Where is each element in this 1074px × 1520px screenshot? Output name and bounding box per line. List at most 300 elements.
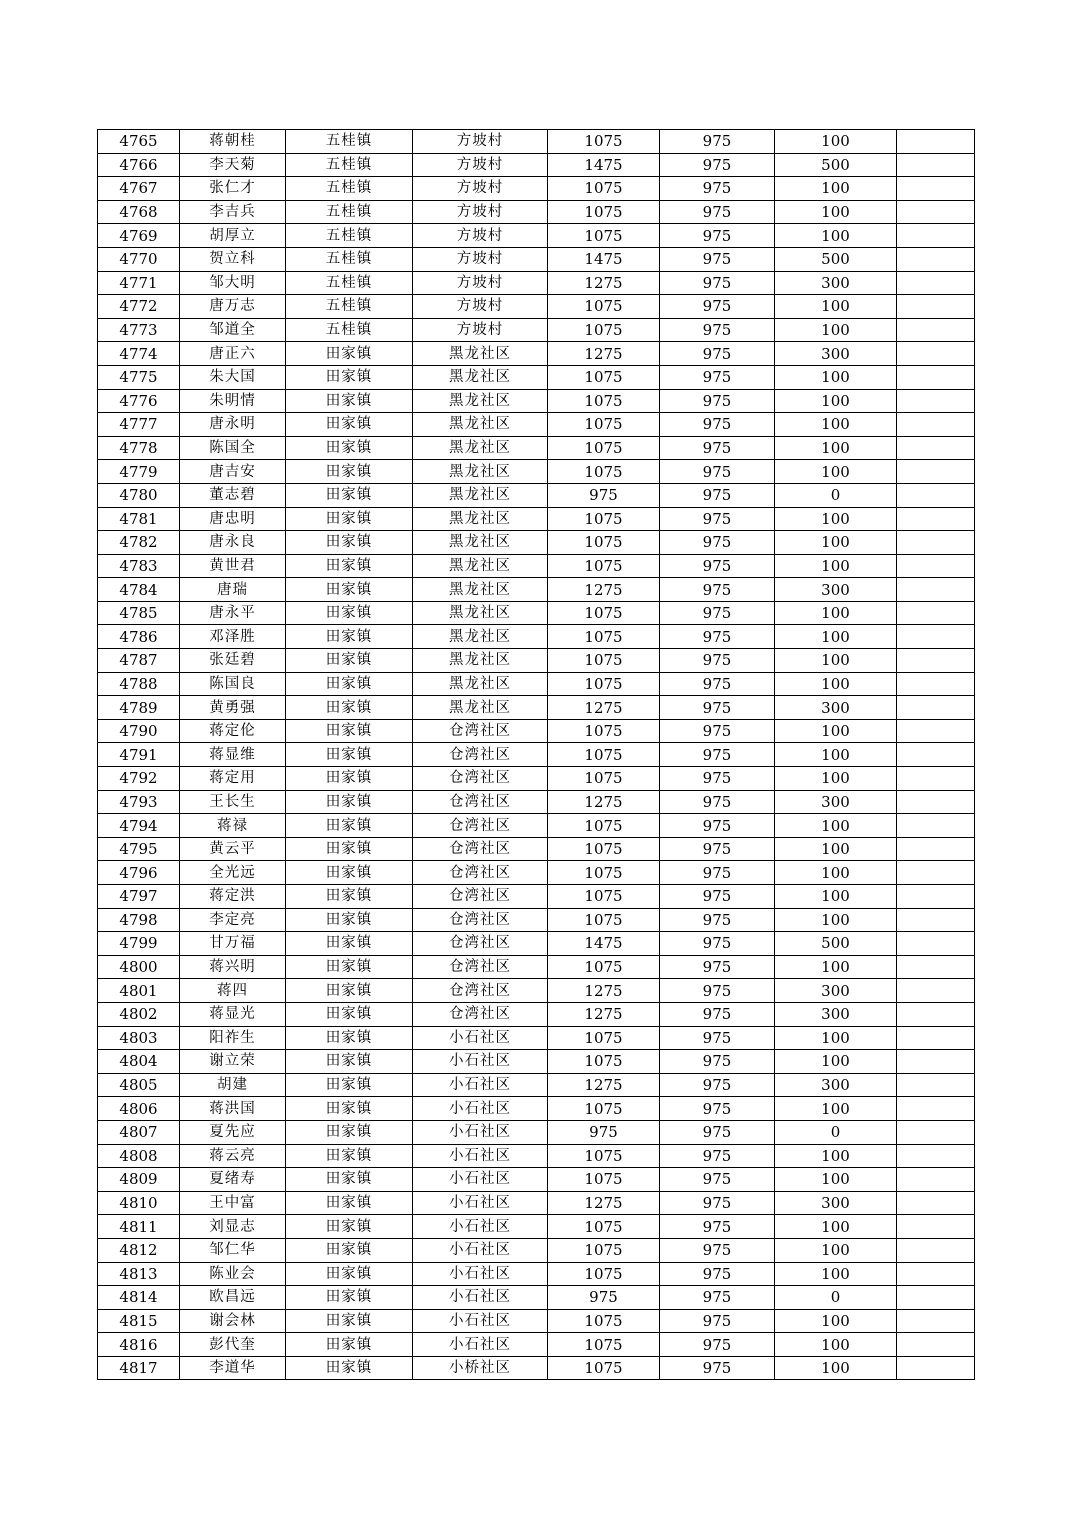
amount-difference-cell: 100 xyxy=(775,955,897,979)
amount-base-cell: 975 xyxy=(660,601,775,625)
amount-difference-cell: 100 xyxy=(775,837,897,861)
table-row xyxy=(98,696,975,720)
amount-difference-cell: 100 xyxy=(775,814,897,838)
village-cell: 黑龙社区 xyxy=(413,649,548,673)
name-cell: 李天菊 xyxy=(180,153,286,177)
town-cell: 田家镇 xyxy=(286,365,413,389)
amount-difference-cell: 300 xyxy=(775,790,897,814)
remark-cell xyxy=(897,885,975,909)
remark-cell xyxy=(897,247,975,271)
amount-difference-cell: 300 xyxy=(775,1002,897,1026)
row-number-cell: 4779 xyxy=(98,460,180,484)
town-cell: 田家镇 xyxy=(286,342,413,366)
table-row xyxy=(98,790,975,814)
amount-base-cell: 975 xyxy=(660,1120,775,1144)
amount-base-cell: 975 xyxy=(660,672,775,696)
amount-base-cell: 975 xyxy=(660,837,775,861)
amount-difference-cell: 100 xyxy=(775,861,897,885)
table-row xyxy=(98,413,975,437)
amount-base-cell: 975 xyxy=(660,224,775,248)
row-number-cell: 4778 xyxy=(98,436,180,460)
amount-base-cell: 975 xyxy=(660,1144,775,1168)
amount-difference-cell: 100 xyxy=(775,413,897,437)
town-cell: 田家镇 xyxy=(286,625,413,649)
village-cell: 仓湾社区 xyxy=(413,790,548,814)
table-row xyxy=(98,271,975,295)
village-cell: 仓湾社区 xyxy=(413,861,548,885)
table-row xyxy=(98,295,975,319)
table-row xyxy=(98,460,975,484)
name-cell: 邹仁华 xyxy=(180,1238,286,1262)
remark-cell xyxy=(897,1026,975,1050)
table-row xyxy=(98,979,975,1003)
amount-total-cell: 1075 xyxy=(548,1144,660,1168)
row-number-cell: 4765 xyxy=(98,130,180,154)
village-cell: 仓湾社区 xyxy=(413,743,548,767)
town-cell: 田家镇 xyxy=(286,554,413,578)
name-cell: 蒋定洪 xyxy=(180,885,286,909)
village-cell: 黑龙社区 xyxy=(413,578,548,602)
name-cell: 黄云平 xyxy=(180,837,286,861)
row-number-cell: 4813 xyxy=(98,1262,180,1286)
amount-base-cell: 975 xyxy=(660,696,775,720)
amount-total-cell: 1075 xyxy=(548,1097,660,1121)
remark-cell xyxy=(897,1356,975,1380)
village-cell: 方坡村 xyxy=(413,295,548,319)
town-cell: 田家镇 xyxy=(286,436,413,460)
amount-base-cell: 975 xyxy=(660,507,775,531)
amount-total-cell: 1075 xyxy=(548,814,660,838)
town-cell: 田家镇 xyxy=(286,531,413,555)
remark-cell xyxy=(897,1238,975,1262)
table-row xyxy=(98,672,975,696)
amount-base-cell: 975 xyxy=(660,861,775,885)
amount-difference-cell: 300 xyxy=(775,1191,897,1215)
amount-base-cell: 975 xyxy=(660,413,775,437)
amount-base-cell: 975 xyxy=(660,767,775,791)
table-row xyxy=(98,1191,975,1215)
amount-total-cell: 1075 xyxy=(548,1356,660,1380)
amount-difference-cell: 500 xyxy=(775,153,897,177)
name-cell: 黄世君 xyxy=(180,554,286,578)
remark-cell xyxy=(897,483,975,507)
town-cell: 田家镇 xyxy=(286,767,413,791)
amount-total-cell: 1275 xyxy=(548,790,660,814)
amount-base-cell: 975 xyxy=(660,554,775,578)
amount-difference-cell: 100 xyxy=(775,200,897,224)
data-table xyxy=(97,129,975,1380)
row-number-cell: 4772 xyxy=(98,295,180,319)
table-row xyxy=(98,153,975,177)
row-number-cell: 4797 xyxy=(98,885,180,909)
amount-base-cell: 975 xyxy=(660,1168,775,1192)
table-row xyxy=(98,507,975,531)
remark-cell xyxy=(897,1120,975,1144)
amount-difference-cell: 300 xyxy=(775,342,897,366)
village-cell: 小石社区 xyxy=(413,1215,548,1239)
table-row xyxy=(98,1097,975,1121)
village-cell: 小石社区 xyxy=(413,1309,548,1333)
amount-total-cell: 1075 xyxy=(548,1238,660,1262)
amount-base-cell: 975 xyxy=(660,743,775,767)
amount-total-cell: 1075 xyxy=(548,885,660,909)
row-number-cell: 4790 xyxy=(98,719,180,743)
table-row xyxy=(98,342,975,366)
town-cell: 田家镇 xyxy=(286,1026,413,1050)
town-cell: 田家镇 xyxy=(286,1120,413,1144)
town-cell: 田家镇 xyxy=(286,1050,413,1074)
amount-total-cell: 1075 xyxy=(548,625,660,649)
amount-total-cell: 1075 xyxy=(548,531,660,555)
village-cell: 黑龙社区 xyxy=(413,413,548,437)
amount-total-cell: 1075 xyxy=(548,177,660,201)
town-cell: 五桂镇 xyxy=(286,130,413,154)
name-cell: 蒋定伦 xyxy=(180,719,286,743)
amount-difference-cell: 100 xyxy=(775,1356,897,1380)
village-cell: 小石社区 xyxy=(413,1333,548,1357)
row-number-cell: 4817 xyxy=(98,1356,180,1380)
row-number-cell: 4775 xyxy=(98,365,180,389)
row-number-cell: 4774 xyxy=(98,342,180,366)
village-cell: 仓湾社区 xyxy=(413,814,548,838)
table-row xyxy=(98,1026,975,1050)
village-cell: 方坡村 xyxy=(413,130,548,154)
row-number-cell: 4784 xyxy=(98,578,180,602)
table-row xyxy=(98,365,975,389)
table-row xyxy=(98,601,975,625)
amount-base-cell: 975 xyxy=(660,271,775,295)
village-cell: 黑龙社区 xyxy=(413,601,548,625)
town-cell: 田家镇 xyxy=(286,1097,413,1121)
amount-total-cell: 1075 xyxy=(548,1333,660,1357)
table-body xyxy=(98,130,975,1380)
town-cell: 田家镇 xyxy=(286,979,413,1003)
amount-total-cell: 1075 xyxy=(548,554,660,578)
name-cell: 全光远 xyxy=(180,861,286,885)
village-cell: 黑龙社区 xyxy=(413,365,548,389)
amount-base-cell: 975 xyxy=(660,932,775,956)
name-cell: 张廷碧 xyxy=(180,649,286,673)
amount-base-cell: 975 xyxy=(660,295,775,319)
town-cell: 五桂镇 xyxy=(286,295,413,319)
name-cell: 唐万志 xyxy=(180,295,286,319)
amount-base-cell: 975 xyxy=(660,908,775,932)
name-cell: 蒋兴明 xyxy=(180,955,286,979)
remark-cell xyxy=(897,1097,975,1121)
remark-cell xyxy=(897,389,975,413)
amount-difference-cell: 100 xyxy=(775,1238,897,1262)
table-row xyxy=(98,130,975,154)
remark-cell xyxy=(897,1002,975,1026)
row-number-cell: 4767 xyxy=(98,177,180,201)
remark-cell xyxy=(897,295,975,319)
amount-total-cell: 1075 xyxy=(548,908,660,932)
remark-cell xyxy=(897,130,975,154)
town-cell: 田家镇 xyxy=(286,483,413,507)
remark-cell xyxy=(897,979,975,1003)
amount-base-cell: 975 xyxy=(660,130,775,154)
amount-difference-cell: 100 xyxy=(775,365,897,389)
village-cell: 仓湾社区 xyxy=(413,837,548,861)
amount-total-cell: 1275 xyxy=(548,979,660,1003)
amount-base-cell: 975 xyxy=(660,1333,775,1357)
town-cell: 田家镇 xyxy=(286,578,413,602)
town-cell: 田家镇 xyxy=(286,932,413,956)
name-cell: 李道华 xyxy=(180,1356,286,1380)
amount-difference-cell: 100 xyxy=(775,1168,897,1192)
row-number-cell: 4811 xyxy=(98,1215,180,1239)
amount-base-cell: 975 xyxy=(660,1002,775,1026)
amount-base-cell: 975 xyxy=(660,625,775,649)
name-cell: 董志碧 xyxy=(180,483,286,507)
table-row xyxy=(98,649,975,673)
amount-total-cell: 975 xyxy=(548,1120,660,1144)
table-row xyxy=(98,1333,975,1357)
amount-difference-cell: 100 xyxy=(775,460,897,484)
amount-total-cell: 1075 xyxy=(548,1215,660,1239)
amount-total-cell: 1475 xyxy=(548,247,660,271)
table-row xyxy=(98,1002,975,1026)
name-cell: 陈国全 xyxy=(180,436,286,460)
row-number-cell: 4792 xyxy=(98,767,180,791)
row-number-cell: 4776 xyxy=(98,389,180,413)
amount-base-cell: 975 xyxy=(660,885,775,909)
amount-total-cell: 1075 xyxy=(548,389,660,413)
name-cell: 唐永明 xyxy=(180,413,286,437)
amount-base-cell: 975 xyxy=(660,1262,775,1286)
town-cell: 田家镇 xyxy=(286,908,413,932)
row-number-cell: 4785 xyxy=(98,601,180,625)
remark-cell xyxy=(897,672,975,696)
amount-difference-cell: 300 xyxy=(775,979,897,1003)
row-number-cell: 4798 xyxy=(98,908,180,932)
amount-base-cell: 975 xyxy=(660,1026,775,1050)
name-cell: 唐永良 xyxy=(180,531,286,555)
amount-total-cell: 1075 xyxy=(548,743,660,767)
amount-base-cell: 975 xyxy=(660,1286,775,1310)
town-cell: 五桂镇 xyxy=(286,271,413,295)
village-cell: 小石社区 xyxy=(413,1144,548,1168)
row-number-cell: 4781 xyxy=(98,507,180,531)
amount-total-cell: 1275 xyxy=(548,342,660,366)
amount-difference-cell: 100 xyxy=(775,1050,897,1074)
name-cell: 王中富 xyxy=(180,1191,286,1215)
name-cell: 夏绪寿 xyxy=(180,1168,286,1192)
amount-base-cell: 975 xyxy=(660,1191,775,1215)
name-cell: 邹道全 xyxy=(180,318,286,342)
row-number-cell: 4768 xyxy=(98,200,180,224)
amount-base-cell: 975 xyxy=(660,1238,775,1262)
remark-cell xyxy=(897,1215,975,1239)
name-cell: 蒋禄 xyxy=(180,814,286,838)
table-row xyxy=(98,389,975,413)
village-cell: 方坡村 xyxy=(413,224,548,248)
table-row xyxy=(98,743,975,767)
amount-base-cell: 975 xyxy=(660,436,775,460)
name-cell: 唐永平 xyxy=(180,601,286,625)
village-cell: 黑龙社区 xyxy=(413,483,548,507)
name-cell: 唐忠明 xyxy=(180,507,286,531)
name-cell: 蒋定用 xyxy=(180,767,286,791)
amount-total-cell: 1275 xyxy=(548,578,660,602)
table-row xyxy=(98,719,975,743)
town-cell: 田家镇 xyxy=(286,1144,413,1168)
town-cell: 田家镇 xyxy=(286,837,413,861)
table-row xyxy=(98,177,975,201)
name-cell: 夏先应 xyxy=(180,1120,286,1144)
town-cell: 田家镇 xyxy=(286,1002,413,1026)
amount-difference-cell: 100 xyxy=(775,908,897,932)
amount-base-cell: 975 xyxy=(660,719,775,743)
village-cell: 小桥社区 xyxy=(413,1356,548,1380)
amount-base-cell: 975 xyxy=(660,955,775,979)
village-cell: 黑龙社区 xyxy=(413,436,548,460)
amount-total-cell: 1075 xyxy=(548,224,660,248)
town-cell: 田家镇 xyxy=(286,1238,413,1262)
table-row xyxy=(98,578,975,602)
town-cell: 五桂镇 xyxy=(286,177,413,201)
remark-cell xyxy=(897,578,975,602)
amount-base-cell: 975 xyxy=(660,1097,775,1121)
town-cell: 田家镇 xyxy=(286,413,413,437)
remark-cell xyxy=(897,837,975,861)
row-number-cell: 4789 xyxy=(98,696,180,720)
table-row xyxy=(98,318,975,342)
town-cell: 田家镇 xyxy=(286,1356,413,1380)
row-number-cell: 4801 xyxy=(98,979,180,1003)
town-cell: 田家镇 xyxy=(286,460,413,484)
amount-total-cell: 1075 xyxy=(548,837,660,861)
row-number-cell: 4787 xyxy=(98,649,180,673)
remark-cell xyxy=(897,1073,975,1097)
name-cell: 谢会林 xyxy=(180,1309,286,1333)
row-number-cell: 4793 xyxy=(98,790,180,814)
remark-cell xyxy=(897,224,975,248)
amount-total-cell: 1075 xyxy=(548,130,660,154)
town-cell: 田家镇 xyxy=(286,790,413,814)
amount-base-cell: 975 xyxy=(660,1309,775,1333)
table-row xyxy=(98,1238,975,1262)
town-cell: 田家镇 xyxy=(286,1309,413,1333)
table-row xyxy=(98,247,975,271)
table-row xyxy=(98,955,975,979)
village-cell: 小石社区 xyxy=(413,1286,548,1310)
row-number-cell: 4782 xyxy=(98,531,180,555)
village-cell: 方坡村 xyxy=(413,200,548,224)
amount-difference-cell: 100 xyxy=(775,1309,897,1333)
name-cell: 胡厚立 xyxy=(180,224,286,248)
row-number-cell: 4791 xyxy=(98,743,180,767)
remark-cell xyxy=(897,649,975,673)
amount-total-cell: 1075 xyxy=(548,507,660,531)
name-cell: 欧昌远 xyxy=(180,1286,286,1310)
remark-cell xyxy=(897,1168,975,1192)
village-cell: 方坡村 xyxy=(413,177,548,201)
remark-cell xyxy=(897,861,975,885)
name-cell: 贺立科 xyxy=(180,247,286,271)
table-row xyxy=(98,767,975,791)
amount-difference-cell: 100 xyxy=(775,554,897,578)
name-cell: 蒋洪国 xyxy=(180,1097,286,1121)
name-cell: 邓泽胜 xyxy=(180,625,286,649)
town-cell: 田家镇 xyxy=(286,885,413,909)
row-number-cell: 4769 xyxy=(98,224,180,248)
row-number-cell: 4803 xyxy=(98,1026,180,1050)
remark-cell xyxy=(897,1144,975,1168)
table-row xyxy=(98,1356,975,1380)
row-number-cell: 4788 xyxy=(98,672,180,696)
town-cell: 田家镇 xyxy=(286,743,413,767)
remark-cell xyxy=(897,932,975,956)
village-cell: 方坡村 xyxy=(413,247,548,271)
town-cell: 田家镇 xyxy=(286,507,413,531)
amount-base-cell: 975 xyxy=(660,247,775,271)
village-cell: 黑龙社区 xyxy=(413,625,548,649)
village-cell: 小石社区 xyxy=(413,1073,548,1097)
remark-cell xyxy=(897,554,975,578)
name-cell: 陈国良 xyxy=(180,672,286,696)
amount-difference-cell: 100 xyxy=(775,531,897,555)
village-cell: 小石社区 xyxy=(413,1168,548,1192)
amount-difference-cell: 300 xyxy=(775,1073,897,1097)
town-cell: 五桂镇 xyxy=(286,318,413,342)
row-number-cell: 4805 xyxy=(98,1073,180,1097)
amount-difference-cell: 100 xyxy=(775,1097,897,1121)
town-cell: 五桂镇 xyxy=(286,200,413,224)
row-number-cell: 4773 xyxy=(98,318,180,342)
town-cell: 田家镇 xyxy=(286,672,413,696)
amount-total-cell: 1075 xyxy=(548,436,660,460)
remark-cell xyxy=(897,507,975,531)
table-row xyxy=(98,224,975,248)
row-number-cell: 4814 xyxy=(98,1286,180,1310)
remark-cell xyxy=(897,767,975,791)
table-row xyxy=(98,1073,975,1097)
name-cell: 李吉兵 xyxy=(180,200,286,224)
name-cell: 黄勇强 xyxy=(180,696,286,720)
amount-difference-cell: 100 xyxy=(775,719,897,743)
amount-total-cell: 1075 xyxy=(548,318,660,342)
remark-cell xyxy=(897,365,975,389)
table-row xyxy=(98,932,975,956)
remark-cell xyxy=(897,318,975,342)
remark-cell xyxy=(897,790,975,814)
village-cell: 黑龙社区 xyxy=(413,507,548,531)
amount-difference-cell: 100 xyxy=(775,1333,897,1357)
town-cell: 田家镇 xyxy=(286,719,413,743)
table-row xyxy=(98,861,975,885)
remark-cell xyxy=(897,1286,975,1310)
amount-total-cell: 1275 xyxy=(548,1002,660,1026)
amount-total-cell: 1075 xyxy=(548,1262,660,1286)
row-number-cell: 4815 xyxy=(98,1309,180,1333)
amount-total-cell: 1075 xyxy=(548,413,660,437)
amount-total-cell: 1075 xyxy=(548,767,660,791)
amount-base-cell: 975 xyxy=(660,342,775,366)
village-cell: 仓湾社区 xyxy=(413,979,548,1003)
village-cell: 方坡村 xyxy=(413,271,548,295)
amount-total-cell: 975 xyxy=(548,1286,660,1310)
town-cell: 田家镇 xyxy=(286,696,413,720)
table-row xyxy=(98,908,975,932)
row-number-cell: 4796 xyxy=(98,861,180,885)
table-row xyxy=(98,1286,975,1310)
amount-base-cell: 975 xyxy=(660,790,775,814)
amount-difference-cell: 100 xyxy=(775,601,897,625)
village-cell: 方坡村 xyxy=(413,153,548,177)
row-number-cell: 4766 xyxy=(98,153,180,177)
amount-base-cell: 975 xyxy=(660,814,775,838)
